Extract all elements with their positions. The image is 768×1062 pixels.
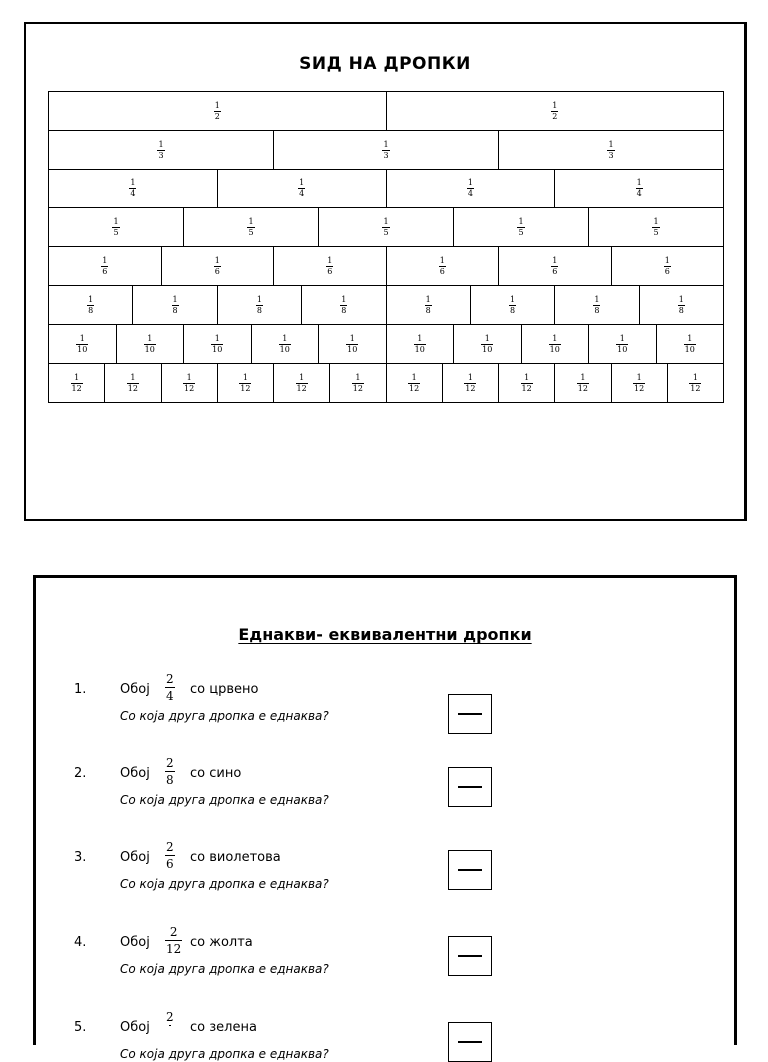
- fraction-denominator: 12: [577, 383, 588, 393]
- fraction-wall-row: [49, 170, 724, 208]
- exercise-denominator: 8: [166, 773, 174, 787]
- fraction-denominator: 5: [383, 227, 389, 237]
- fraction-cell: [274, 131, 499, 170]
- fraction-wall-row: [49, 208, 724, 247]
- exercise-number: 1.: [74, 682, 87, 697]
- exercise-panel: [33, 575, 737, 1061]
- fraction-denominator: 2: [214, 111, 220, 121]
- fraction-cell: [184, 208, 319, 247]
- fraction-cell: [330, 364, 386, 403]
- exercise-verb: Обој: [120, 850, 150, 865]
- fraction-cell: [274, 247, 387, 286]
- unit-fraction: [214, 102, 221, 121]
- fraction-cell: [49, 170, 218, 208]
- fraction-denominator: 12: [465, 383, 476, 393]
- fraction-denominator: 6: [552, 266, 558, 276]
- fraction-denominator: 4: [130, 189, 136, 198]
- fraction-cell: [117, 325, 185, 364]
- fraction-numerator: 1: [580, 372, 586, 382]
- fraction-denominator: 8: [88, 305, 94, 315]
- fraction-numerator: 1: [172, 294, 178, 304]
- fraction-cell: [612, 364, 668, 403]
- fraction-wall-title: ЅИД НА ДРОПКИ: [299, 54, 471, 74]
- fraction-cell: [49, 364, 105, 403]
- unit-fraction: [464, 374, 476, 393]
- fraction-wall-row: [49, 247, 724, 286]
- fraction-cell: [49, 325, 117, 364]
- fraction-cell: [499, 131, 724, 170]
- exercise-verb: Обој: [120, 766, 150, 781]
- unit-fraction: [71, 374, 83, 393]
- unit-fraction: [689, 374, 701, 393]
- unit-fraction: [87, 296, 94, 315]
- fraction-denominator: 12: [296, 383, 307, 393]
- fraction-numerator: 1: [214, 100, 220, 110]
- answer-box[interactable]: [448, 850, 492, 890]
- fraction-cell: [319, 325, 387, 364]
- fraction-numerator: 1: [510, 294, 516, 304]
- fraction-numerator: 1: [692, 372, 698, 382]
- fraction-denominator: 10: [482, 344, 493, 354]
- unit-fraction: [157, 141, 164, 160]
- fraction-denominator: 12: [409, 383, 420, 393]
- fraction-cell: [218, 364, 274, 403]
- answer-box[interactable]: [448, 767, 492, 807]
- unit-fraction: [326, 257, 333, 276]
- fraction-numerator: 1: [299, 178, 305, 187]
- exercise-verb: Обој: [120, 682, 150, 697]
- fraction-numerator: 1: [439, 255, 445, 265]
- fraction-cell: [49, 247, 162, 286]
- unit-fraction: [247, 218, 254, 237]
- fraction-cell: [49, 208, 184, 247]
- fraction-denominator: 10: [77, 344, 88, 354]
- fraction-denominator: 12: [71, 383, 82, 393]
- unit-fraction: [439, 257, 446, 276]
- fraction-denominator: 6: [327, 266, 333, 276]
- unit-fraction: [521, 374, 533, 393]
- exercise-numerator: 2: [169, 925, 178, 939]
- fraction-wall-row: [49, 92, 724, 131]
- fraction-cell: [612, 247, 725, 286]
- unit-fraction: [551, 102, 558, 121]
- fraction-denominator: 12: [690, 383, 701, 393]
- unit-fraction: [414, 335, 426, 354]
- unit-fraction: [481, 335, 493, 354]
- exercise-question: Со која друга дропка е еднаква?: [120, 877, 329, 891]
- fraction-numerator: 1: [653, 216, 659, 226]
- answer-box[interactable]: [448, 694, 492, 734]
- exercise-title: Еднакви- еквивалентни дропки: [238, 625, 532, 644]
- fraction-denominator: 10: [144, 344, 155, 354]
- fraction-cell: [49, 286, 133, 325]
- exercise-fraction: [165, 673, 175, 702]
- fraction-cell: [49, 92, 387, 131]
- fraction-numerator: 1: [113, 216, 119, 226]
- fraction-cell: [387, 286, 471, 325]
- fraction-denominator: 8: [425, 305, 431, 315]
- unit-fraction: [382, 218, 389, 237]
- fraction-numerator: 1: [282, 333, 288, 343]
- fraction-numerator: 1: [214, 333, 220, 343]
- fraction-numerator: 1: [678, 294, 684, 304]
- fraction-denominator: 12: [127, 383, 138, 393]
- fraction-cell: [387, 364, 443, 403]
- fraction-denominator: 10: [212, 344, 223, 354]
- fraction-cell: [387, 170, 556, 208]
- fraction-numerator: 1: [327, 255, 333, 265]
- unit-fraction: [593, 296, 600, 315]
- fraction-denominator: 10: [617, 344, 628, 354]
- fraction-denominator: 10: [279, 344, 290, 354]
- exercise-color: со жолта: [190, 935, 253, 950]
- fraction-numerator: 1: [341, 294, 347, 304]
- answer-box[interactable]: [448, 936, 492, 976]
- unit-fraction: [129, 179, 136, 198]
- fraction-numerator: 1: [552, 100, 558, 110]
- fraction-denominator: 4: [467, 189, 473, 198]
- fraction-numerator: 1: [79, 333, 85, 343]
- fraction-numerator: 1: [355, 372, 361, 382]
- unit-fraction: [144, 335, 156, 354]
- fraction-cell: [218, 286, 302, 325]
- unit-fraction: [127, 374, 139, 393]
- fraction-numerator: 1: [130, 178, 136, 187]
- fraction-cell: [162, 247, 275, 286]
- fraction-cell: [499, 364, 555, 403]
- exercise-fraction: [165, 757, 175, 786]
- exercise-color: со виолетова: [190, 850, 281, 865]
- exercise-verb: Обој: [120, 1020, 150, 1035]
- fraction-denominator: 5: [518, 227, 524, 237]
- fraction-denominator: 10: [549, 344, 560, 354]
- fraction-bar-icon: [458, 713, 482, 715]
- fraction-numerator: 1: [417, 333, 423, 343]
- exercise-denominator: [169, 1025, 171, 1028]
- fraction-cell: [133, 286, 217, 325]
- fraction-cell: [274, 364, 330, 403]
- fraction-denominator: 4: [636, 189, 642, 198]
- exercise-question: Со која друга дропка е еднаква?: [120, 709, 329, 723]
- unit-fraction: [296, 374, 308, 393]
- fraction-numerator: 1: [411, 372, 417, 382]
- fraction-numerator: 1: [484, 333, 490, 343]
- fraction-numerator: 1: [130, 372, 136, 382]
- fraction-cell: [668, 364, 724, 403]
- unit-fraction: [577, 374, 589, 393]
- fraction-cell: [105, 364, 161, 403]
- fraction-wall-panel: [24, 22, 747, 521]
- unit-fraction: [279, 335, 291, 354]
- fraction-cell: [640, 286, 724, 325]
- exercise-number: 4.: [74, 935, 87, 950]
- fraction-numerator: 1: [383, 139, 389, 149]
- unit-fraction: [382, 141, 389, 160]
- fraction-numerator: 1: [88, 294, 94, 304]
- exercise-color: со зелена: [190, 1020, 257, 1035]
- unit-fraction: [211, 335, 223, 354]
- fraction-numerator: 1: [214, 255, 220, 265]
- exercise-question: Со која друга дропка е еднаква?: [120, 962, 329, 976]
- fraction-cell: [319, 208, 454, 247]
- fraction-denominator: 12: [634, 383, 645, 393]
- fraction-denominator: 6: [439, 266, 445, 276]
- fraction-wall: [48, 91, 724, 403]
- unit-fraction: [636, 179, 643, 198]
- unit-fraction: [549, 335, 561, 354]
- fraction-numerator: 1: [664, 255, 670, 265]
- exercise-number: 3.: [74, 850, 87, 865]
- unit-fraction: [340, 296, 347, 315]
- fraction-denominator: 2: [552, 111, 558, 121]
- fraction-cell: [302, 286, 386, 325]
- unit-fraction: [298, 179, 305, 198]
- fraction-wall-row: [49, 131, 724, 170]
- exercise-color: со сино: [190, 766, 242, 781]
- unit-fraction: [607, 141, 614, 160]
- fraction-numerator: 1: [256, 294, 262, 304]
- unit-fraction: [616, 335, 628, 354]
- unit-fraction: [664, 257, 671, 276]
- fraction-numerator: 1: [608, 139, 614, 149]
- fraction-cell: [471, 286, 555, 325]
- exercise-numerator: 2: [166, 756, 174, 770]
- answer-box[interactable]: [448, 1022, 492, 1062]
- fraction-cell: [499, 247, 612, 286]
- fraction-cell: [387, 325, 455, 364]
- unit-fraction: [425, 296, 432, 315]
- fraction-denominator: 8: [256, 305, 262, 315]
- fraction-numerator: 1: [242, 372, 248, 382]
- unit-fraction: [652, 218, 659, 237]
- fraction-numerator: 1: [619, 333, 625, 343]
- fraction-wall-row: [49, 286, 724, 325]
- exercise-fraction: [165, 926, 182, 955]
- fraction-cell: [589, 325, 657, 364]
- unit-fraction: [214, 257, 221, 276]
- fraction-numerator: 1: [636, 372, 642, 382]
- fraction-denominator: 6: [664, 266, 670, 276]
- fraction-numerator: 1: [552, 333, 558, 343]
- fraction-cell: [218, 170, 387, 208]
- unit-fraction: [678, 296, 685, 315]
- exercise-denominator: 6: [166, 857, 174, 871]
- exercise-numerator: 2: [166, 1010, 174, 1024]
- fraction-denominator: 3: [608, 150, 614, 160]
- unit-fraction: [112, 218, 119, 237]
- fraction-numerator: 1: [594, 294, 600, 304]
- fraction-denominator: 6: [102, 266, 108, 276]
- fraction-denominator: 8: [341, 305, 347, 315]
- unit-fraction: [633, 374, 645, 393]
- exercise-question: Со која друга дропка е еднаква?: [120, 793, 329, 807]
- fraction-numerator: 1: [349, 333, 355, 343]
- fraction-denominator: 10: [347, 344, 358, 354]
- fraction-cell: [184, 325, 252, 364]
- fraction-denominator: 5: [653, 227, 659, 237]
- fraction-cell: [252, 325, 320, 364]
- exercise-color: со црвено: [190, 682, 259, 697]
- exercise-denominator: 4: [166, 689, 174, 703]
- fraction-numerator: 1: [552, 255, 558, 265]
- fraction-cell: [443, 364, 499, 403]
- fraction-numerator: 1: [147, 333, 153, 343]
- fraction-denominator: 3: [383, 150, 389, 160]
- fraction-cell: [522, 325, 590, 364]
- fraction-denominator: 10: [414, 344, 425, 354]
- fraction-numerator: 1: [524, 372, 530, 382]
- fraction-bar-icon: [458, 955, 482, 957]
- fraction-bar-icon: [458, 1041, 482, 1043]
- fraction-denominator: 8: [678, 305, 684, 315]
- fraction-denominator: 12: [240, 383, 251, 393]
- fraction-cell: [657, 325, 725, 364]
- fraction-numerator: 1: [518, 216, 524, 226]
- fraction-denominator: 8: [510, 305, 516, 315]
- unit-fraction: [408, 374, 420, 393]
- fraction-cell: [589, 208, 724, 247]
- fraction-denominator: 12: [184, 383, 195, 393]
- fraction-numerator: 1: [102, 255, 108, 265]
- fraction-cell: [162, 364, 218, 403]
- fraction-cell: [387, 92, 725, 131]
- fraction-denominator: 8: [594, 305, 600, 315]
- fraction-denominator: 5: [113, 227, 119, 237]
- fraction-numerator: 1: [467, 372, 473, 382]
- unit-fraction: [239, 374, 251, 393]
- fraction-bar-icon: [458, 869, 482, 871]
- fraction-numerator: 1: [186, 372, 192, 382]
- unit-fraction: [76, 335, 88, 354]
- fraction-numerator: 1: [158, 139, 164, 149]
- exercise-number: 2.: [74, 766, 87, 781]
- fraction-denominator: 6: [214, 266, 220, 276]
- fraction-numerator: 1: [687, 333, 693, 343]
- exercise-question: Со која друга дропка е еднаква?: [120, 1047, 329, 1061]
- fraction-denominator: 12: [521, 383, 532, 393]
- exercise-number: 5.: [74, 1020, 87, 1035]
- fraction-wall-row: [49, 364, 724, 403]
- unit-fraction: [467, 179, 474, 198]
- fraction-denominator: 4: [299, 189, 305, 198]
- fraction-wall-row: [49, 325, 724, 364]
- fraction-denominator: 5: [248, 227, 254, 237]
- fraction-numerator: 1: [383, 216, 389, 226]
- unit-fraction: [183, 374, 195, 393]
- unit-fraction: [684, 335, 696, 354]
- fraction-cell: [555, 364, 611, 403]
- unit-fraction: [101, 257, 108, 276]
- fraction-bar-icon: [458, 786, 482, 788]
- exercise-denominator: 12: [166, 942, 182, 956]
- fraction-cell: [49, 131, 274, 170]
- fraction-denominator: 10: [684, 344, 695, 354]
- fraction-numerator: 1: [467, 178, 473, 187]
- exercise-numerator: 2: [166, 672, 174, 686]
- fraction-denominator: 3: [158, 150, 164, 160]
- fraction-cell: [555, 170, 724, 208]
- fraction-denominator: 12: [352, 383, 363, 393]
- fraction-denominator: 8: [172, 305, 178, 315]
- fraction-numerator: 1: [425, 294, 431, 304]
- exercise-numerator: 2: [166, 840, 174, 854]
- exercise-fraction: [165, 1011, 175, 1028]
- fraction-cell: [454, 208, 589, 247]
- fraction-numerator: 1: [74, 372, 80, 382]
- exercise-verb: Обој: [120, 935, 150, 950]
- fraction-numerator: 1: [248, 216, 254, 226]
- fraction-numerator: 1: [299, 372, 305, 382]
- unit-fraction: [551, 257, 558, 276]
- fraction-cell: [387, 247, 500, 286]
- unit-fraction: [256, 296, 263, 315]
- unit-fraction: [172, 296, 179, 315]
- fraction-numerator: 1: [636, 178, 642, 187]
- unit-fraction: [509, 296, 516, 315]
- exercise-fraction: [165, 841, 175, 870]
- unit-fraction: [517, 218, 524, 237]
- unit-fraction: [346, 335, 358, 354]
- fraction-cell: [555, 286, 639, 325]
- unit-fraction: [352, 374, 364, 393]
- fraction-cell: [454, 325, 522, 364]
